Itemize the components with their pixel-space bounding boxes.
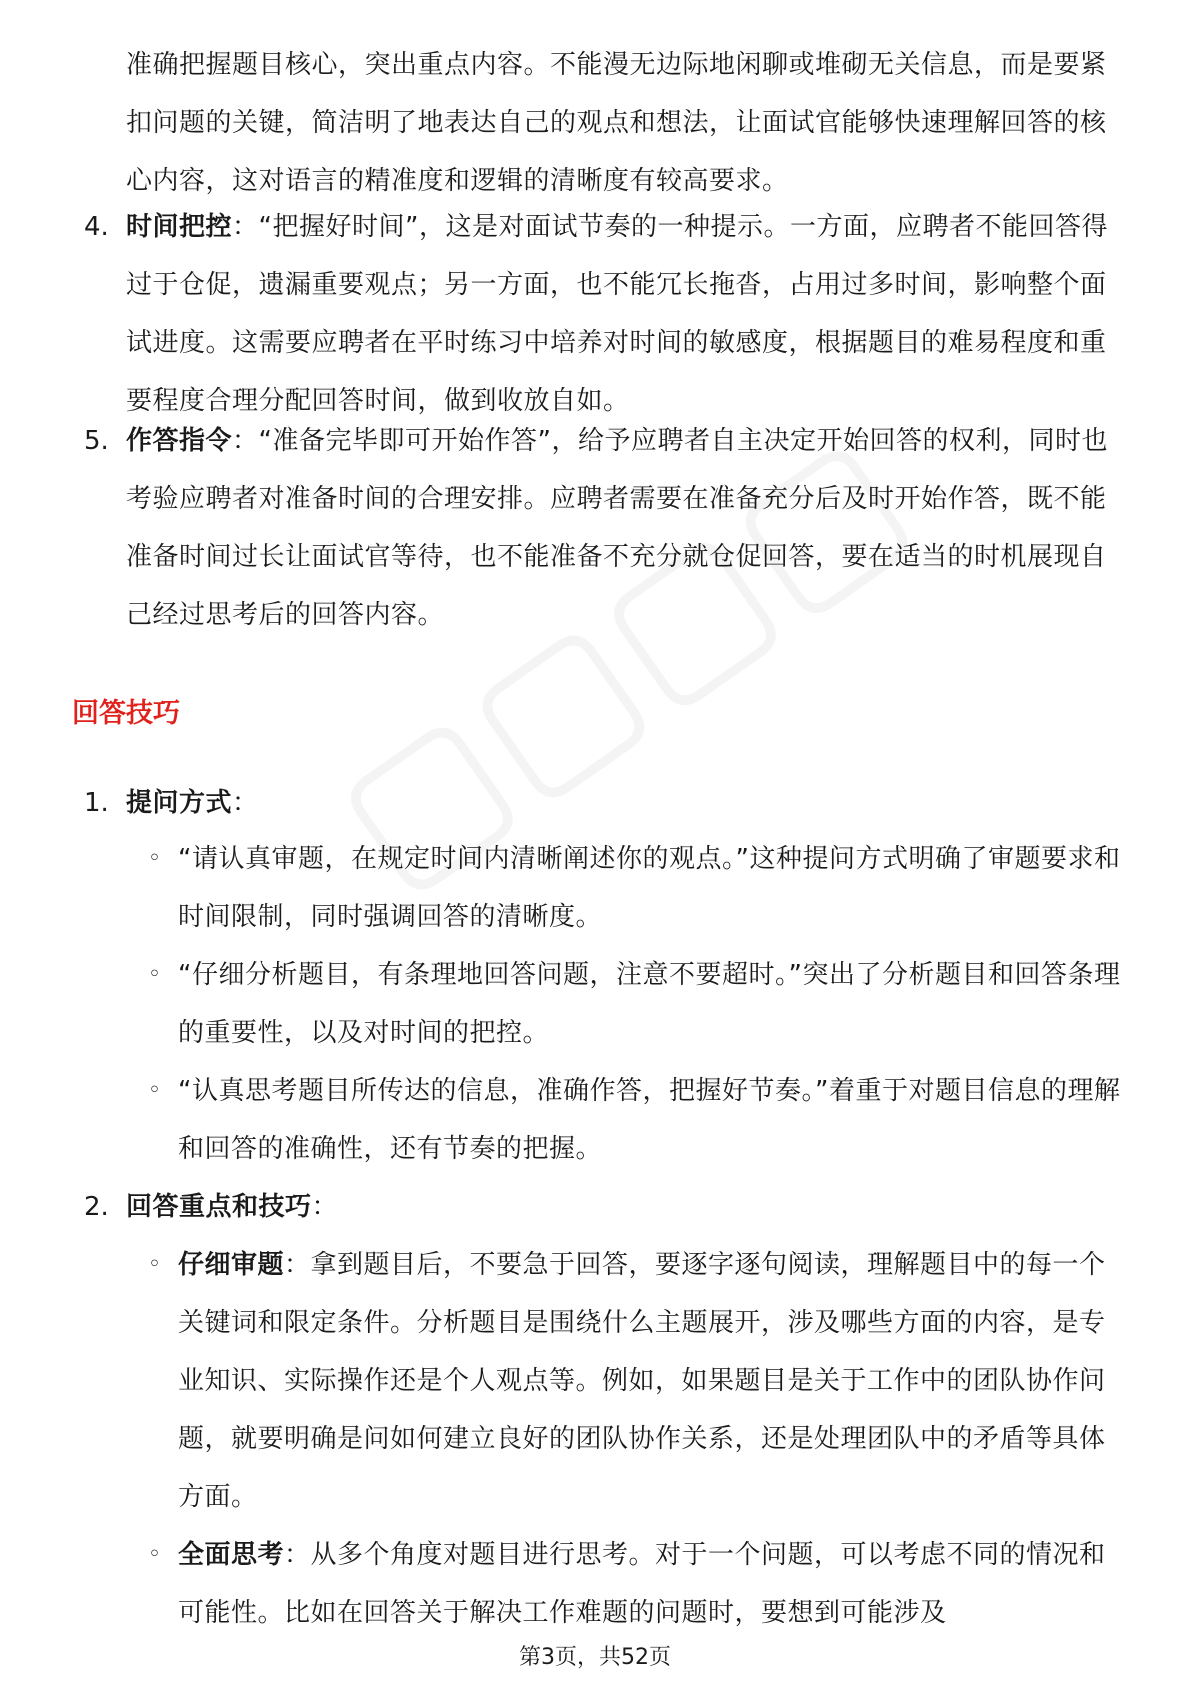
bullet-icon: ◦: [148, 1078, 161, 1103]
bullet-icon: ◦: [148, 962, 161, 987]
tips-1-bullet-3: “认真思考题目所传达的信息，准确作答，把握好节奏。”着重于对题目信息的理解和回答的准确性，还有节奏的把握。: [178, 1076, 1121, 1164]
item-4-paragraph: [126, 198, 1116, 430]
tips-1-title: 提问方式: [126, 788, 233, 818]
intro-paragraph: 准确把握题目核心，突出重点内容。不能漫无边际地闲聊或堆砌无关信息，而是要紧扣问题的关键，简洁明了地表达自己的观点和想法，让面试官能够快速理解回答的核心内容，这对语言的精准度和逻辑的清晰度有较高要求。: [126, 50, 1107, 196]
tips-1-bullet-1: “请认真审题，在规定时间内清晰阐述你的观点。”这种提问方式明确了审题要求和时间限制，同时强调回答的清晰度。: [178, 844, 1121, 932]
tips-2-bullet-2: [178, 1526, 1128, 1642]
item-4-number: 4.: [84, 212, 109, 242]
item-5-paragraph: [126, 412, 1116, 644]
bullet-icon: ◦: [148, 846, 161, 871]
tips-1-heading: [126, 774, 1116, 832]
tips-1-number: 1.: [84, 788, 109, 818]
tips-2-bullet-1-text: ：拿到题目后，不要急于回答，要逐字逐句阅读，理解题目中的每一个关键词和限定条件。分析题目是围绕什么主题展开，涉及哪些方面的内容，是专业知识、实际操作还是个人观点等。例如，如果题目是关于工作中的团队协作问题，就要明确是问如何建立良好的团队协作关系，还是处理团队中的矛盾等具体方面。: [178, 1250, 1106, 1512]
section-title: 回答技巧: [72, 698, 180, 729]
item-5-title: 作答指令: [126, 426, 233, 456]
tips-2-bullet-2-title: 全面思考: [178, 1540, 285, 1570]
item-4-title: 时间把控: [126, 212, 233, 242]
tips-1-bullet-2: “仔细分析题目，有条理地回答问题，注意不要超时。”突出了分析题目和回答条理的重要性，以及对时间的把控。: [178, 960, 1121, 1048]
tips-2-number: 2.: [84, 1192, 109, 1222]
tips-2-bullet-1-title: 仔细审题: [178, 1250, 285, 1280]
tips-1-colon: ：: [232, 788, 259, 818]
tips-2-heading: [126, 1178, 1116, 1236]
item-5-number: 5.: [84, 426, 109, 456]
bullet-icon: ◦: [148, 1252, 161, 1277]
tips-2-title: 回答重点和技巧: [126, 1192, 312, 1222]
item-5-text: ：“准备完毕即可开始作答”，给予应聘者自主决定开始回答的权利，同时也考验应聘者对准备时间的合理安排。应聘者需要在准备充分后及时开始作答，既不能准备时间过长让面试官等待，也不能准备不充分就仓促回答，要在适当的时机展现自己经过思考后的回答内容。: [126, 426, 1108, 630]
item-4-text: ：“把握好时间”，这是对面试节奏的一种提示。一方面，应聘者不能回答得过于仓促，遗漏重要观点；另一方面，也不能冗长拖沓，占用过多时间，影响整个面试进度。这需要应聘者在平时练习中培养对时间的敏感度，根据题目的难易程度和重要程度合理分配回答时间，做到收放自如。: [126, 212, 1108, 416]
tips-2-colon: ：: [311, 1192, 339, 1222]
tips-2-bullet-2-text: ：从多个角度对题目进行思考。对于一个问题，可以考虑不同的情况和可能性。比如在回答关于解决工作难题的问题时，要想到可能涉及: [178, 1540, 1106, 1628]
tips-2-bullet-1: [178, 1236, 1128, 1526]
page-footer: 第3页，共52页: [519, 1645, 671, 1670]
bullet-icon: ◦: [148, 1542, 161, 1567]
